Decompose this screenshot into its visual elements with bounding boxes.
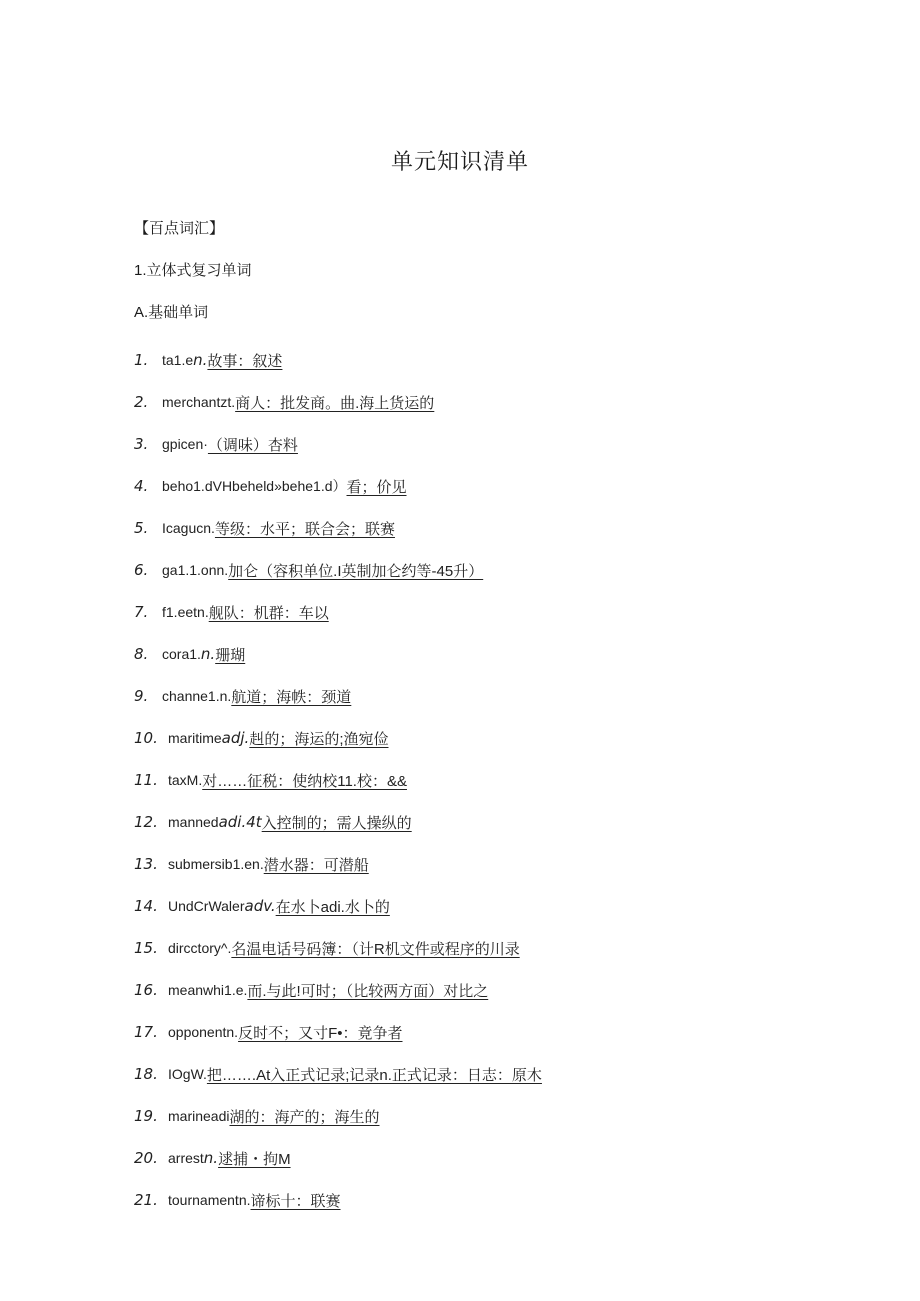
item-number: 3. (134, 435, 149, 453)
item-number: 5. (134, 519, 149, 537)
vocab-item (134, 507, 542, 549)
item-meaning: 谛标十：联赛 (250, 1192, 341, 1210)
item-part-of-speech: adj. (221, 729, 250, 747)
item-meaning: 赳的；海运的;渔宛俭 (249, 730, 389, 748)
vocab-item (134, 927, 542, 969)
vocab-item (134, 969, 542, 1011)
section-heading: 【百点词汇】 (134, 220, 225, 237)
sub-sub-heading: A.基础单词 (134, 304, 209, 321)
vocab-item (134, 675, 542, 717)
item-word: ga1.1.onn. (162, 562, 229, 578)
item-word: f1.eetn. (162, 604, 209, 620)
vocab-item (134, 759, 542, 801)
item-word: channe1.n. (162, 688, 232, 704)
vocab-item (134, 1053, 542, 1095)
item-meaning: 潜水器：可潜船 (263, 856, 369, 874)
item-meaning: 等级：水平；联合会；联赛 (214, 520, 395, 538)
vocab-item (134, 591, 542, 633)
item-word: Icagucn. (162, 520, 215, 536)
item-number: 6. (134, 561, 149, 579)
item-word: arrest (168, 1150, 204, 1166)
vocab-list (134, 339, 542, 1221)
sub-heading: 1.立体式复习单词 (134, 262, 252, 279)
item-meaning: 航道；海帙：颈道 (231, 688, 352, 706)
item-meaning: 逑捕・拘M (218, 1150, 291, 1168)
item-word: manned (168, 814, 219, 830)
item-number: 16. (134, 981, 158, 999)
item-word: dircctory^. (168, 940, 232, 956)
item-number: 18. (134, 1065, 158, 1083)
item-word: gpicen· (162, 436, 208, 452)
item-number: 13. (134, 855, 158, 873)
item-word: submersib1.en. (168, 856, 264, 872)
item-number: 19. (134, 1107, 158, 1125)
item-meaning: 而.与此!可时；（比较两方面）对比之 (247, 982, 489, 1000)
item-number: 2. (134, 393, 149, 411)
item-meaning: 反时不；又寸F•：竟争者 (238, 1024, 403, 1042)
item-number: 10. (134, 729, 158, 747)
vocab-item (134, 339, 542, 381)
item-number: 1. (134, 351, 149, 369)
vocab-item (134, 801, 542, 843)
item-word: cora1. (162, 646, 201, 662)
item-meaning: 商人：批发商。曲.海上货运的 (235, 394, 435, 412)
item-number: 9. (134, 687, 149, 705)
item-part-of-speech: n. (203, 1149, 219, 1167)
item-number: 8. (134, 645, 149, 663)
item-part-of-speech: n. (200, 645, 216, 663)
vocab-item (134, 549, 542, 591)
item-word: tournamentn. (168, 1192, 251, 1208)
vocab-item (134, 843, 542, 885)
vocab-item (134, 381, 542, 423)
item-meaning: 名温电话号码簿：（计R机文件或程序的川录 (231, 940, 520, 958)
item-word: maritime (168, 730, 222, 746)
item-meaning: 看；价见 (346, 478, 407, 496)
vocab-item (134, 1179, 542, 1221)
item-part-of-speech: n. (193, 351, 208, 369)
vocab-item (134, 465, 542, 507)
item-word: beho1.dVHbeheld»behe1.d） (162, 478, 347, 494)
item-meaning: 对……征税：使纳校11.校：&& (202, 772, 407, 790)
vocab-item (134, 1011, 542, 1053)
item-meaning: 把…….At入正式记录;记录n.正式记录：日志：原木 (206, 1066, 542, 1084)
item-number: 7. (134, 603, 149, 621)
item-word: meanwhi1.e. (168, 982, 248, 998)
item-word: ta1.e (162, 352, 194, 368)
item-meaning: 故事：叙述 (207, 352, 283, 370)
item-word: opponentn. (168, 1024, 239, 1040)
item-part-of-speech: adv. (244, 897, 276, 915)
item-number: 20. (134, 1149, 158, 1167)
item-number: 14. (134, 897, 158, 915)
item-meaning: 入控制的；需人操纵的 (261, 814, 412, 832)
item-meaning: 在水卜adi.水卜的 (275, 898, 390, 916)
item-number: 17. (134, 1023, 158, 1041)
item-number: 11. (134, 771, 158, 789)
vocab-item (134, 717, 542, 759)
item-meaning: 珊瑚 (215, 646, 246, 664)
item-word: merchantzt. (162, 394, 236, 410)
vocab-item (134, 423, 542, 465)
vocab-item (134, 885, 542, 927)
item-part-of-speech: adi.4t (218, 813, 262, 831)
item-meaning: 加仑（容积单位.I英制加仑约等-45升） (228, 562, 484, 580)
page-title: 单元知识清单 (390, 150, 529, 175)
item-meaning: 舰队：机群：车以 (208, 604, 329, 622)
vocab-item (134, 633, 542, 675)
item-meaning: （调味）杏料 (207, 436, 298, 454)
item-number: 4. (134, 477, 149, 495)
item-meaning: 湖的：海产的；海生的 (229, 1108, 380, 1126)
item-word: UndCrWaler (168, 898, 245, 914)
item-number: 21. (134, 1191, 158, 1209)
vocab-item (134, 1137, 542, 1179)
item-word: IOgW. (168, 1066, 207, 1082)
item-word: taxM. (168, 772, 203, 788)
item-number: 15. (134, 939, 158, 957)
item-word: marineadi (168, 1108, 230, 1124)
vocab-item (134, 1095, 542, 1137)
item-number: 12. (134, 813, 158, 831)
